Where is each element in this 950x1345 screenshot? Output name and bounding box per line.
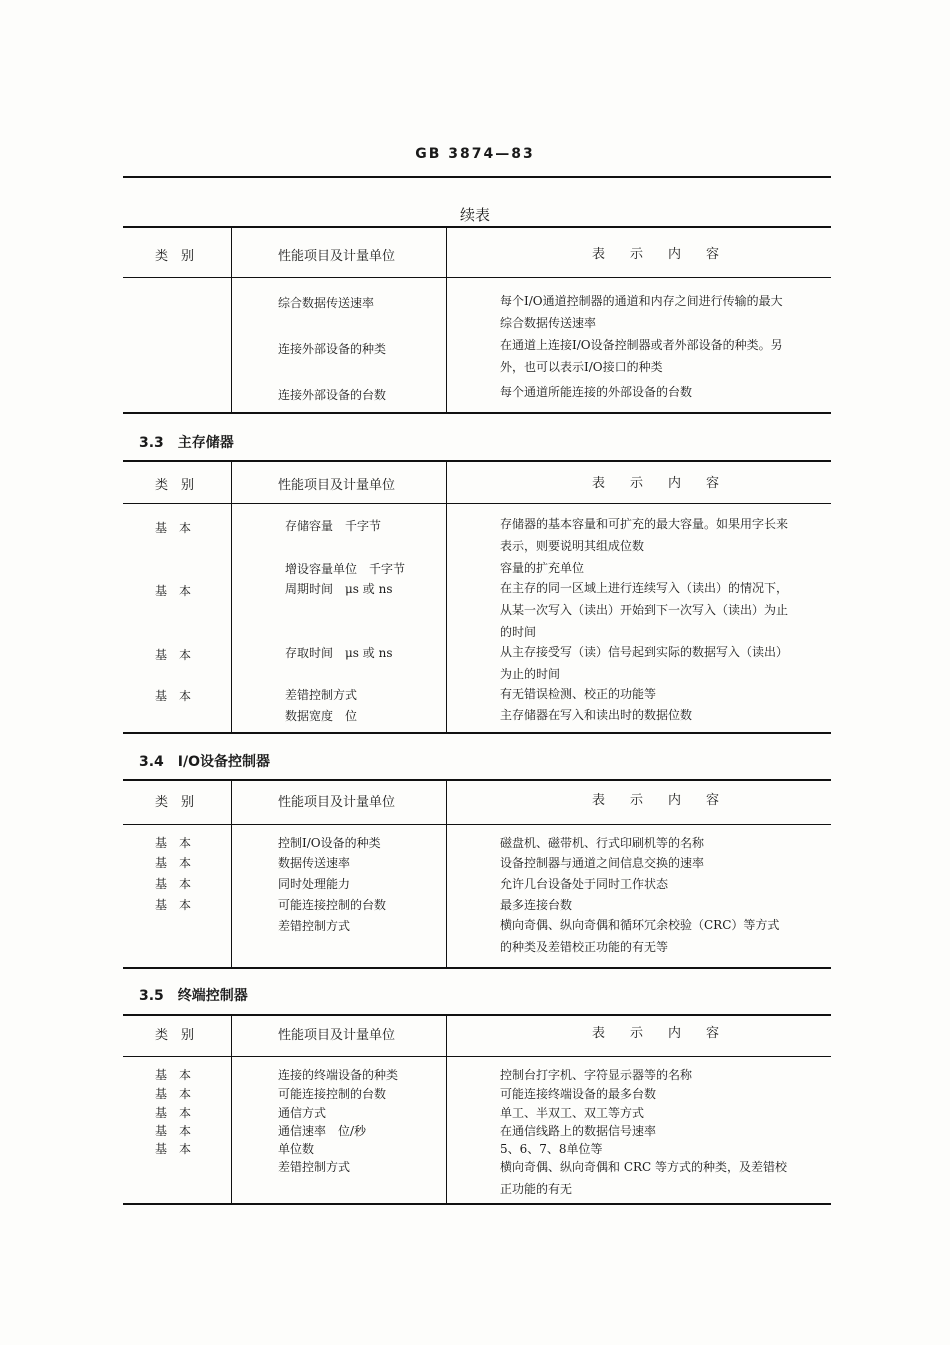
table-a-divider-2 xyxy=(446,227,447,413)
table-row-item: 存取时间 μs 或 ns xyxy=(285,646,393,660)
table-row-item: 差错控制方式 xyxy=(278,919,351,933)
header-category: 类 别 xyxy=(155,795,195,810)
table-row-category: 基 本 xyxy=(155,521,192,535)
table-row-category: 基 本 xyxy=(155,1142,192,1156)
table-row-content: 每个通道所能连接的外部设备的台数 xyxy=(500,385,693,399)
table-row-item: 连接外部设备的台数 xyxy=(278,388,387,402)
table-34-divider-2 xyxy=(446,780,447,968)
table-35-divider-2 xyxy=(446,1015,447,1204)
table-row-item: 周期时间 μs 或 ns xyxy=(285,582,393,596)
header-item: 性能项目及计量单位 xyxy=(278,249,396,264)
table-row-item: 单位数 xyxy=(278,1142,315,1156)
table-row-content: 设备控制器与通道之间信息交换的速率 xyxy=(500,856,705,870)
table-row-content: 最多连接台数 xyxy=(500,898,573,912)
table-row-category: 基 本 xyxy=(155,1124,192,1138)
table-33-bottom-rule xyxy=(123,732,831,734)
table-row-content: 在通道上连接I/O设备控制器或者外部设备的种类。另外，也可以表示I/O接口的种类 xyxy=(500,338,783,374)
table-34-bottom-rule xyxy=(123,967,831,969)
header-category: 类 别 xyxy=(155,1028,195,1043)
table-row-category: 基 本 xyxy=(155,689,192,703)
table-row-content: 每个I/O通道控制器的通道和内存之间进行传输的最大综合数据传送速率 xyxy=(500,294,783,330)
table-row-category: 基 本 xyxy=(155,584,192,598)
header-item: 性能项目及计量单位 xyxy=(278,1028,396,1043)
table-33-header-rule xyxy=(123,503,831,504)
header-content: 表 示 内 容 xyxy=(592,476,726,491)
table-33-divider-1 xyxy=(231,461,232,733)
section-3-4-title: 3.4 I/O设备控制器 xyxy=(139,754,271,770)
section-3-3-title: 3.3 主存储器 xyxy=(139,435,234,451)
table-34-header-rule xyxy=(123,824,831,825)
table-row-category: 基 本 xyxy=(155,1087,192,1101)
table-row-item: 可能连接控制的台数 xyxy=(278,1087,387,1101)
table-row-item: 同时处理能力 xyxy=(278,877,351,891)
table-row-content: 容量的扩充单位 xyxy=(500,561,585,575)
table-row-item: 综合数据传送速率 xyxy=(278,296,375,310)
table-33-divider-2 xyxy=(446,461,447,733)
table-row-content: 磁盘机、磁带机、行式印刷机等的名称 xyxy=(500,836,705,850)
table-row-item: 通信速率 位/秒 xyxy=(278,1124,367,1138)
header-item: 性能项目及计量单位 xyxy=(278,478,396,493)
table-35-header-rule xyxy=(123,1056,831,1057)
table-35-bottom-rule xyxy=(123,1203,831,1205)
table-row-content: 主存储器在写入和读出时的数据位数 xyxy=(500,708,693,722)
standard-number: GB 3874—83 xyxy=(415,146,535,162)
table-row-category: 基 本 xyxy=(155,898,192,912)
table-row-content: 5、6、7、8单位等 xyxy=(500,1142,603,1156)
table-34-divider-1 xyxy=(231,780,232,968)
table-row-content: 横向奇偶、纵向奇偶和 CRC 等方式的种类，及差错校正功能的有无 xyxy=(500,1160,788,1196)
table-row-item: 数据传送速率 xyxy=(278,856,351,870)
header-rule xyxy=(123,176,831,178)
table-row-item: 差错控制方式 xyxy=(278,1160,351,1174)
section-3-5-title: 3.5 终端控制器 xyxy=(139,988,248,1004)
table-row-item: 控制I/O设备的种类 xyxy=(278,836,381,850)
table-row-category: 基 本 xyxy=(155,856,192,870)
table-row-item: 连接外部设备的种类 xyxy=(278,342,387,356)
table-35-divider-1 xyxy=(231,1015,232,1204)
table-row-category: 基 本 xyxy=(155,877,192,891)
table-35-top-rule xyxy=(123,1014,831,1016)
table-row-item: 连接的终端设备的种类 xyxy=(278,1068,399,1082)
header-item: 性能项目及计量单位 xyxy=(278,795,396,810)
table-row-item: 存储容量 千字节 xyxy=(285,519,382,533)
table-a-divider-1 xyxy=(231,227,232,413)
table-33-top-rule xyxy=(123,460,831,462)
table-row-item: 可能连接控制的台数 xyxy=(278,898,387,912)
header-content: 表 示 内 容 xyxy=(592,1026,726,1041)
table-a-bottom-rule xyxy=(123,412,831,414)
table-34-top-rule xyxy=(123,779,831,781)
table-a-top-rule xyxy=(123,226,831,228)
table-row-category: 基 本 xyxy=(155,648,192,662)
table-caption: 续表 xyxy=(459,206,490,224)
table-row-content: 从主存接受写（读）信号起到实际的数据写入（读出）为止的时间 xyxy=(500,645,789,681)
table-row-item: 数据宽度 位 xyxy=(285,709,358,723)
table-row-content: 存储器的基本容量和可扩充的最大容量。如果用字长来表示，则要说明其组成位数 xyxy=(500,517,789,553)
header-category: 类 别 xyxy=(155,249,195,264)
table-row-content: 横向奇偶、纵向奇偶和循环冗余校验（CRC）等方式的种类及差错校正功能的有无等 xyxy=(500,918,780,954)
header-content: 表 示 内 容 xyxy=(592,793,726,808)
table-row-content: 控制台打字机、字符显示器等的名称 xyxy=(500,1068,693,1082)
table-row-content: 可能连接终端设备的最多台数 xyxy=(500,1087,657,1101)
table-row-category: 基 本 xyxy=(155,1068,192,1082)
table-row-content: 单工、半双工、双工等方式 xyxy=(500,1106,645,1120)
header-content: 表 示 内 容 xyxy=(592,247,726,262)
header-category: 类 别 xyxy=(155,478,195,493)
table-row-category: 基 本 xyxy=(155,836,192,850)
table-row-category: 基 本 xyxy=(155,1106,192,1120)
table-row-content: 允许几台设备处于同时工作状态 xyxy=(500,877,669,891)
table-row-item: 增设容量单位 千字节 xyxy=(285,562,406,576)
table-a-header-rule xyxy=(123,277,831,278)
table-row-item: 通信方式 xyxy=(278,1106,327,1120)
table-row-content: 在通信线路上的数据信号速率 xyxy=(500,1124,657,1138)
table-row-content: 有无错误检测、校正的功能等 xyxy=(500,687,657,701)
table-row-item: 差错控制方式 xyxy=(285,688,358,702)
table-row-content: 在主存的同一区域上进行连续写入（读出）的情况下，从某一次写入（读出）开始到下一次写入（读出）为止的时间 xyxy=(500,581,789,639)
